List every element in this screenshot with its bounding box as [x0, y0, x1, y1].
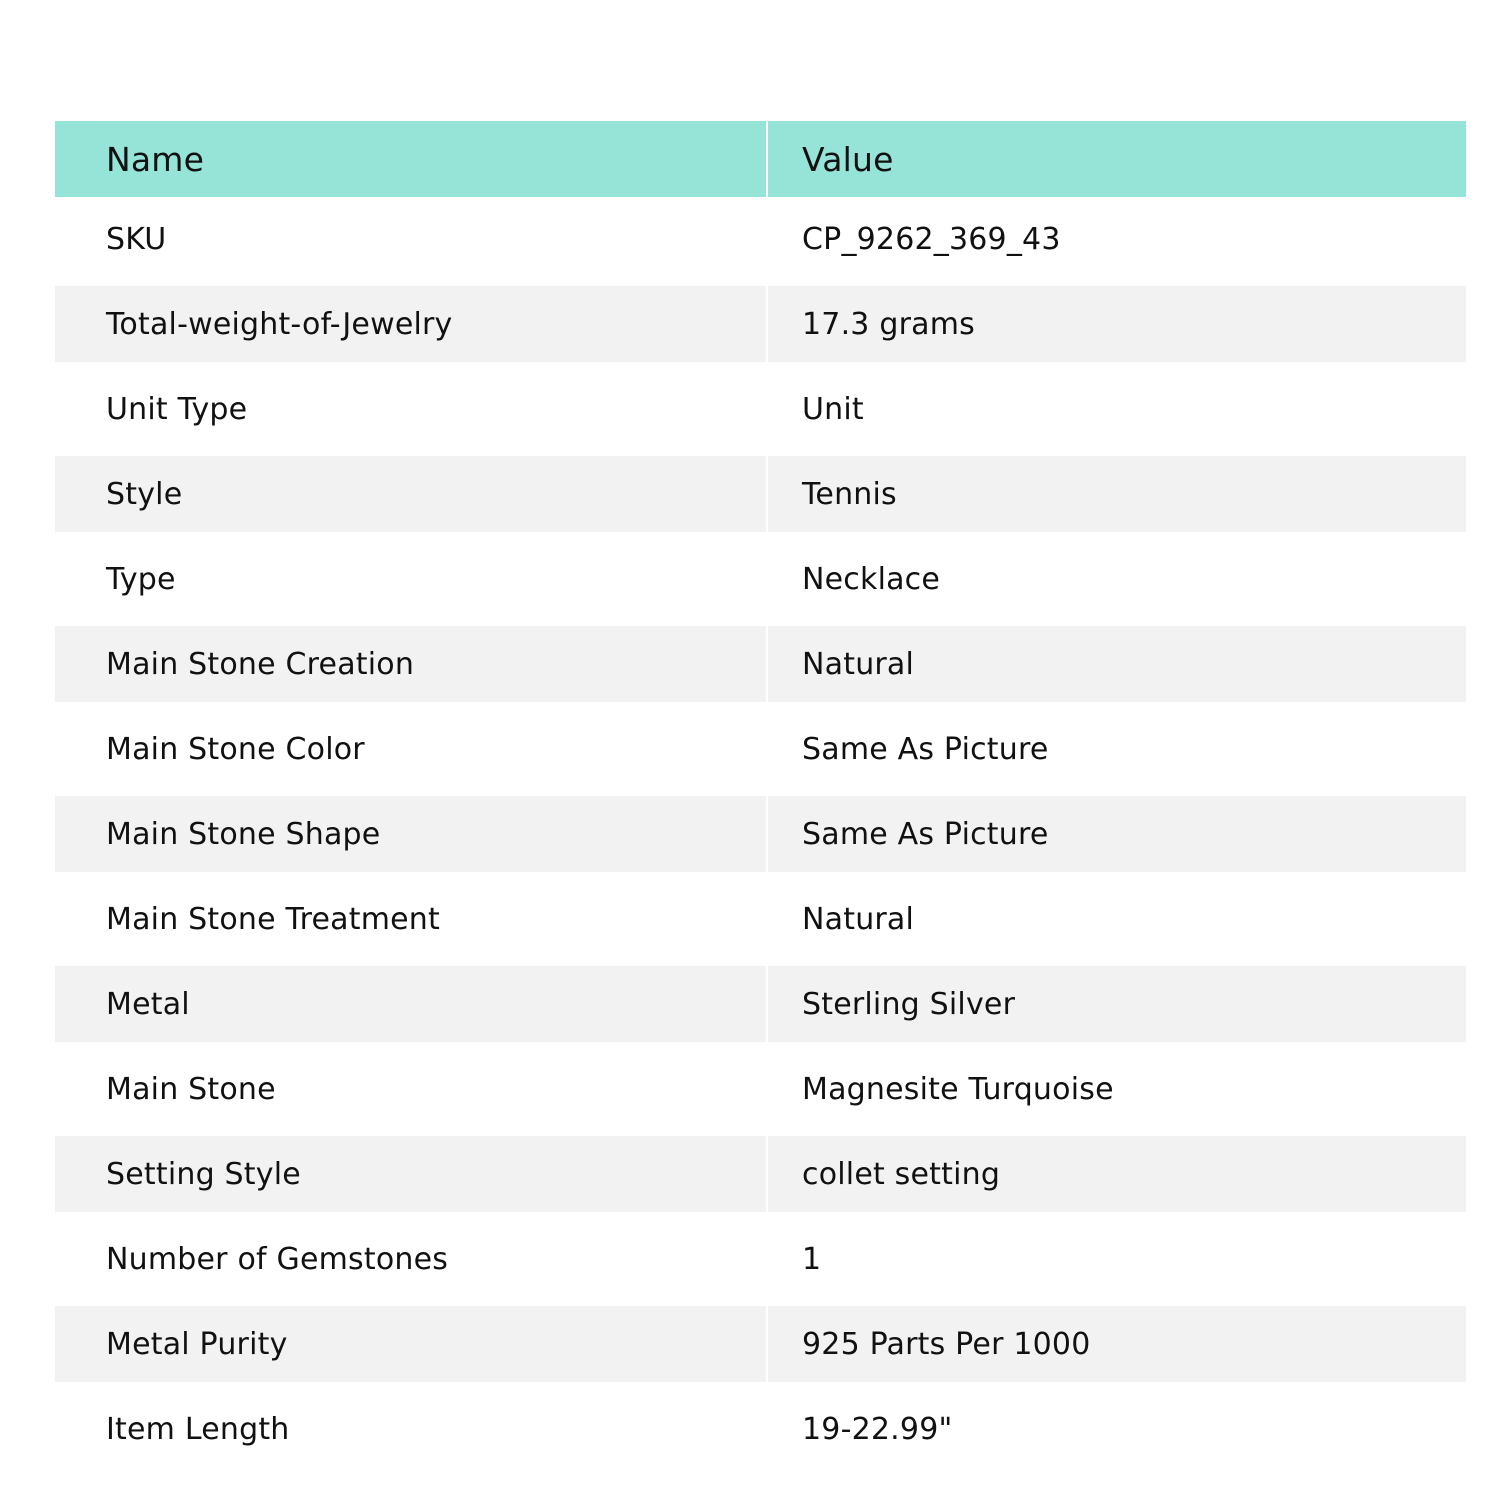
table-row: [55, 877, 1466, 962]
row-value-cell: 17.3 grams: [768, 282, 1466, 367]
row-name-cell: Main Stone Color: [106, 732, 365, 767]
row-value-cell: Same As Picture: [802, 732, 1049, 767]
table-row: [55, 1302, 1466, 1387]
row-name-cell: Total-weight-of-Jewelry: [55, 282, 766, 367]
table-row: [55, 1047, 1466, 1132]
table-row: [55, 707, 1466, 792]
row-value-cell: 19-22.99": [802, 1412, 953, 1447]
header-value-cell: Value: [768, 121, 1466, 197]
table-row: [55, 197, 1466, 282]
header-name-cell: Name: [55, 121, 766, 197]
table-row: [55, 452, 1466, 537]
row-name-cell: Metal: [55, 962, 766, 1047]
row-name-cell: Type: [106, 562, 176, 597]
row-value-cell: Natural: [768, 622, 1466, 707]
row-name-cell: Main Stone Creation: [55, 622, 766, 707]
row-value-cell: collet setting: [768, 1132, 1466, 1217]
row-value-cell: Natural: [802, 902, 915, 937]
row-name-cell: Main Stone: [106, 1072, 276, 1107]
row-name-cell: SKU: [106, 222, 167, 257]
table-header-row: [55, 121, 1466, 197]
row-value-cell: 925 Parts Per 1000: [768, 1302, 1466, 1387]
row-name-cell: Style: [55, 452, 766, 537]
row-value-cell: Sterling Silver: [768, 962, 1466, 1047]
row-value-cell: Tennis: [768, 452, 1466, 537]
table-row: [55, 962, 1466, 1047]
table-row: [55, 282, 1466, 367]
table-row: [55, 792, 1466, 877]
row-name-cell: Unit Type: [106, 392, 248, 427]
row-name-cell: Item Length: [106, 1412, 290, 1447]
row-value-cell: Same As Picture: [768, 792, 1466, 877]
table-row: [55, 537, 1466, 622]
table-row: [55, 622, 1466, 707]
row-value-cell: Magnesite Turquoise: [802, 1072, 1114, 1107]
table-row: [55, 1387, 1466, 1472]
row-name-cell: Number of Gemstones: [106, 1242, 449, 1277]
table-row: [55, 1217, 1466, 1302]
table-row: [55, 367, 1466, 452]
row-value-cell: 1: [802, 1242, 822, 1277]
row-name-cell: Setting Style: [55, 1132, 766, 1217]
row-value-cell: Necklace: [802, 562, 941, 597]
row-name-cell: Main Stone Treatment: [106, 902, 440, 937]
table-row: [55, 1132, 1466, 1217]
row-value-cell: Unit: [802, 392, 864, 427]
spec-table: [55, 121, 1466, 1472]
row-name-cell: Metal Purity: [55, 1302, 766, 1387]
row-name-cell: Main Stone Shape: [55, 792, 766, 877]
row-value-cell: CP_9262_369_43: [802, 222, 1061, 257]
